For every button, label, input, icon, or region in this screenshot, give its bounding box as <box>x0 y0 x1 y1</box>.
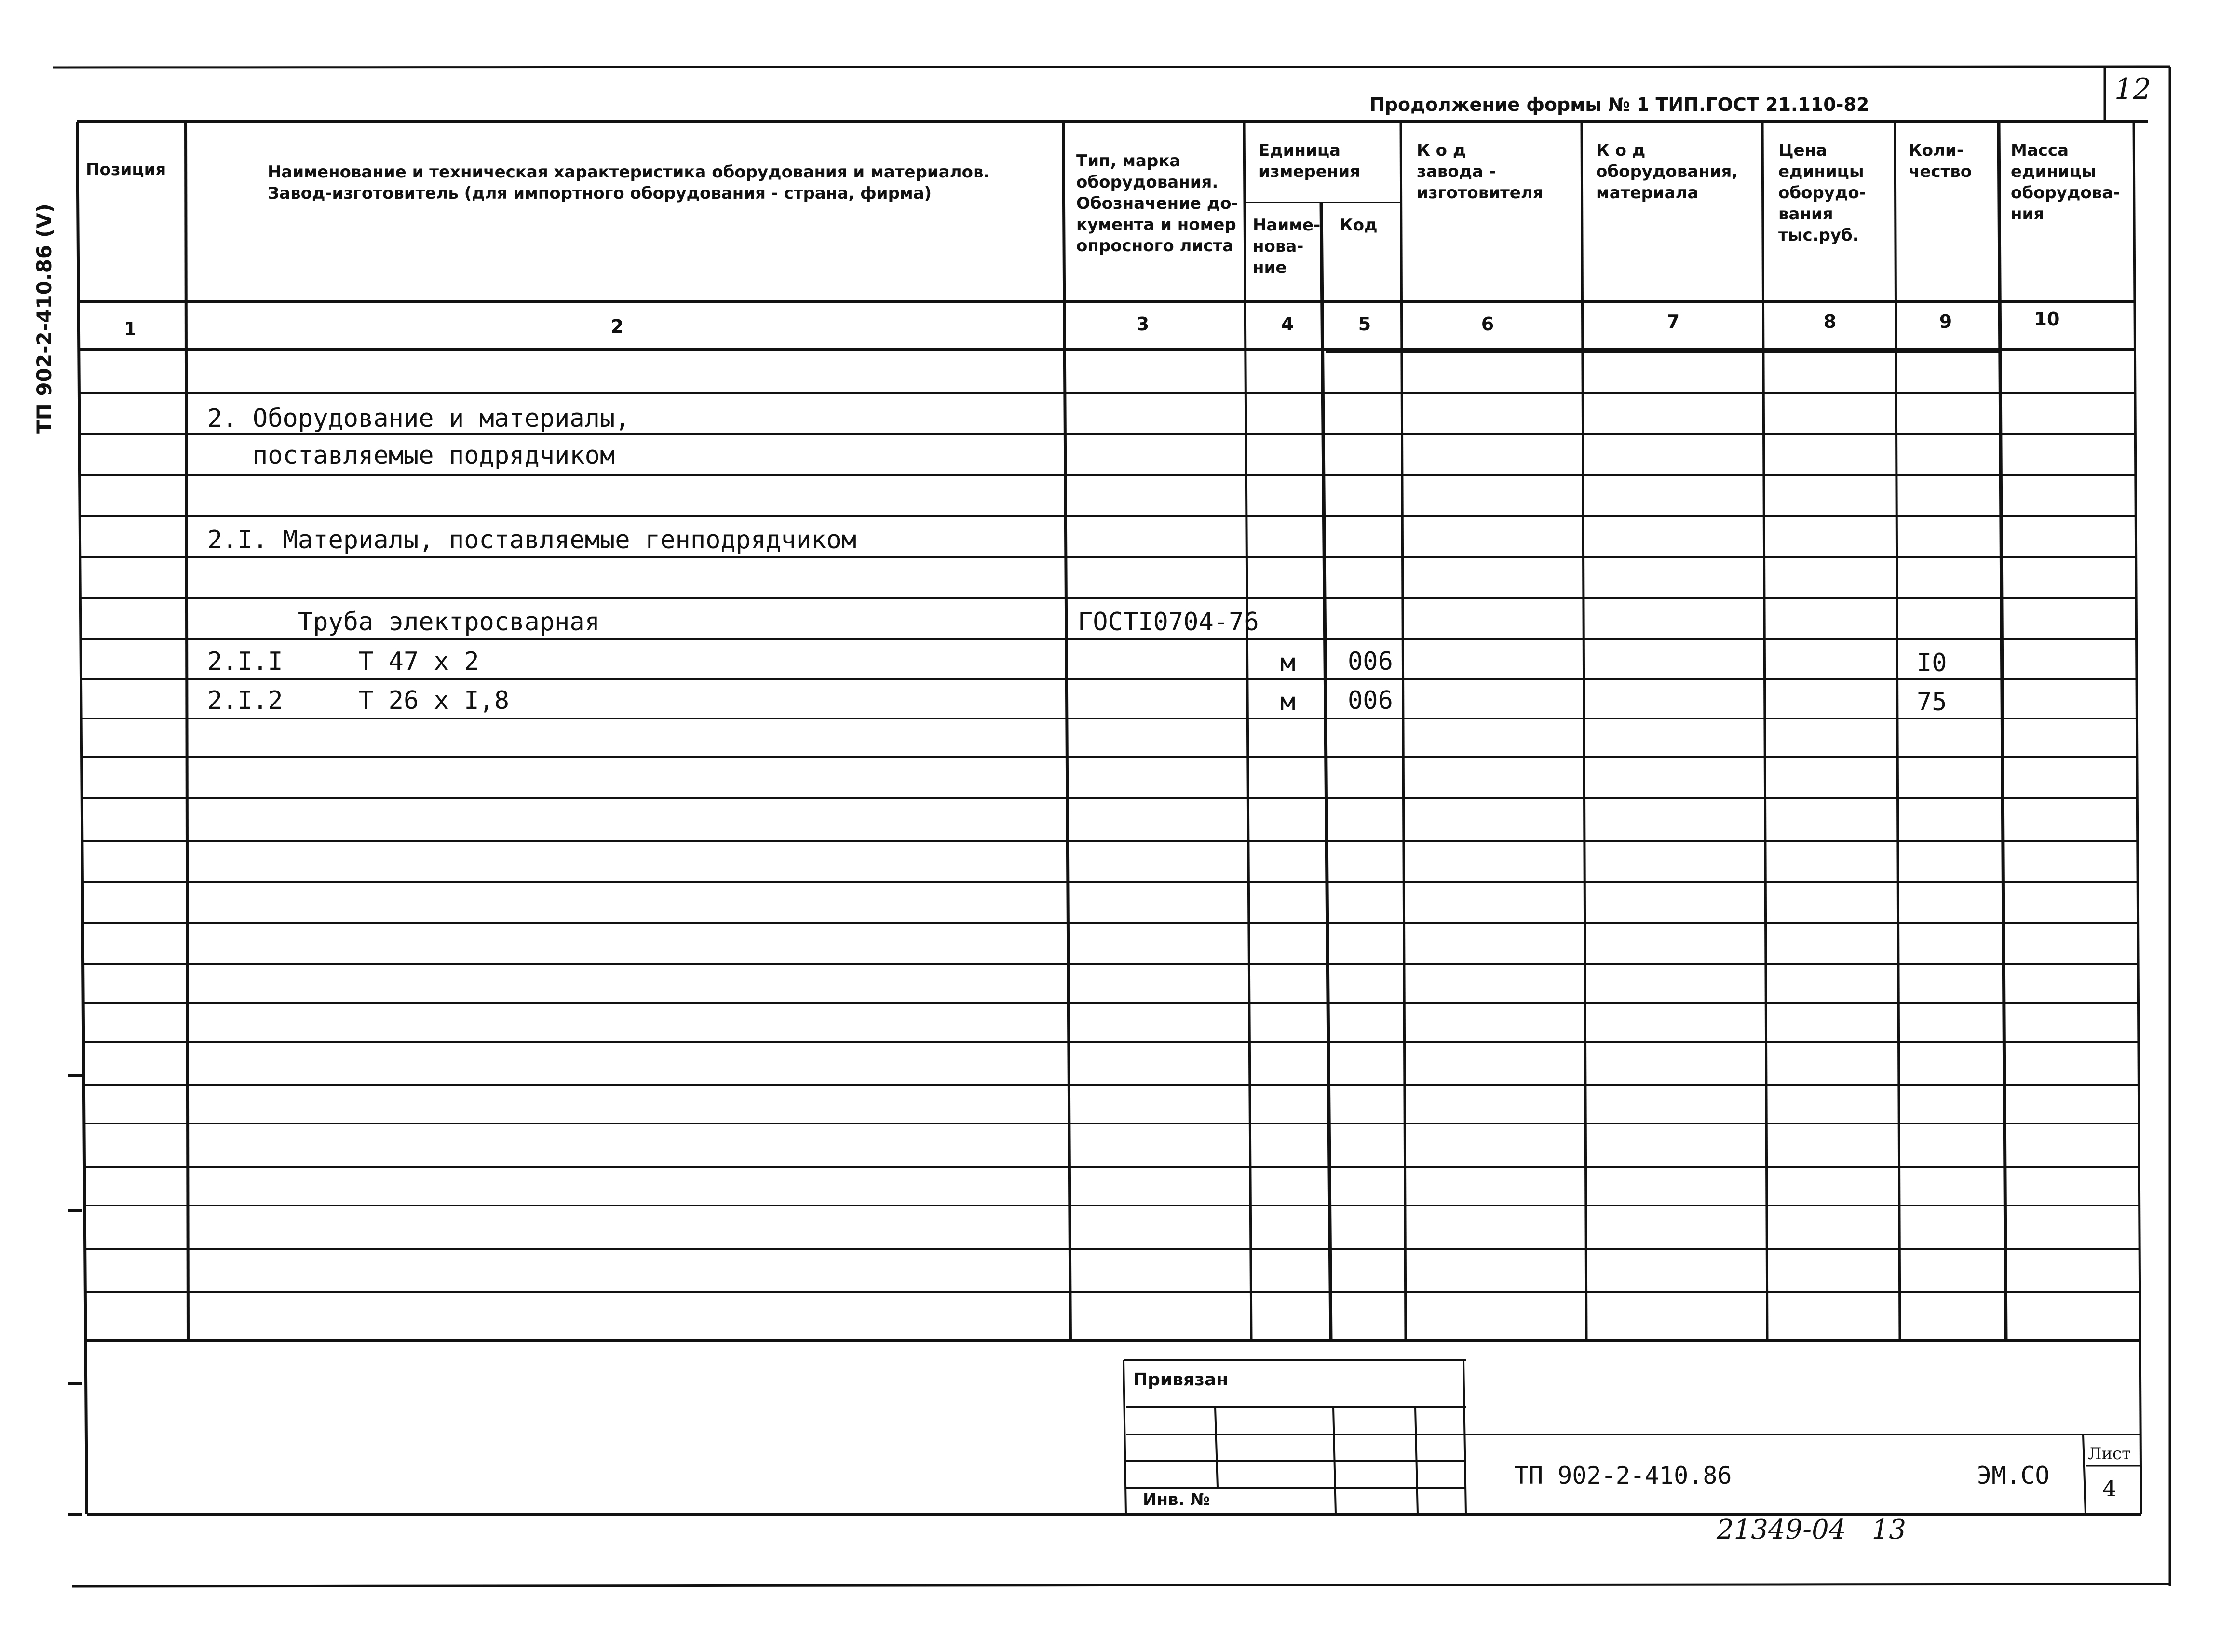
header-position: Позиция <box>86 160 166 179</box>
table-row-quantity: 75 <box>1917 688 1947 717</box>
form-caption: Продолжение формы № 1 ТИП.ГОСТ 21.110-82 <box>1369 94 1869 115</box>
header-price: Цена единицы оборудо- вания тыс.руб. <box>1778 141 1866 245</box>
header-factory-code: К о д завода - изготовителя <box>1417 141 1544 203</box>
column-number: 4 <box>1281 313 1294 335</box>
table-row-name: 2.I.2 Т 26 х I,8 <box>207 686 510 715</box>
sheet-label: Лист <box>2088 1444 2131 1463</box>
table-row-code: 006 <box>1348 686 1393 715</box>
document-code: ТП 902-2-410.86 <box>1514 1462 1732 1490</box>
table-row-code: 006 <box>1348 647 1393 676</box>
table-row-unit: м <box>1280 688 1296 717</box>
bound-label: Привязан <box>1133 1370 1229 1390</box>
header-unit-code: Код <box>1340 216 1378 235</box>
sheet-corner-number: 12 <box>2114 72 2152 106</box>
column-number: 10 <box>2034 309 2060 330</box>
sheet-number: 4 <box>2102 1476 2117 1502</box>
header-unit-name: Наиме- нова- ние <box>1253 216 1321 277</box>
column-number: 5 <box>1358 313 1371 335</box>
side-stamp: ТП 902-2-410.86 (V) <box>32 203 56 434</box>
table-row-type: ГОСТI0704-76 <box>1078 608 1259 636</box>
table-row-name: поставляемые подрядчиком <box>207 441 615 470</box>
footer-number: 21349-04 13 <box>1717 1514 1906 1545</box>
column-number: 6 <box>1481 313 1494 335</box>
header-equipment-code: К о д оборудования, материала <box>1596 141 1738 203</box>
table-row-name: 2.I. Материалы, поставляемые генподрядчиком <box>207 526 857 555</box>
table-row-unit: м <box>1280 649 1296 677</box>
column-number: 7 <box>1666 311 1680 332</box>
table-row-name: 2.I.I Т 47 х 2 <box>207 647 479 676</box>
column-number: 1 <box>123 318 137 339</box>
inventory-label: Инв. № <box>1143 1490 1210 1509</box>
header-quantity: Коли- чество <box>1909 141 1972 181</box>
column-number: 9 <box>1939 311 1952 332</box>
table-row-quantity: I0 <box>1917 649 1947 677</box>
table-row-name: 2. Оборудование и материалы, <box>207 404 630 433</box>
header-type: Тип, марка оборудования. Обозначение до- кумента и номер опросного листа <box>1076 151 1238 256</box>
document-suffix: ЭМ.СО <box>1977 1462 2050 1490</box>
column-number: 8 <box>1823 311 1837 332</box>
header-name: Наименование и техническая характеристика оборудования и материалов. Завод-изготовитель (для импортного оборудования - страна, фирма) <box>268 162 990 203</box>
column-number: 2 <box>610 316 624 337</box>
column-number: 3 <box>1136 313 1150 335</box>
table-row-name: Труба электросварная <box>207 608 600 636</box>
header-unit-group: Единица измерения <box>1259 141 1360 181</box>
header-mass: Масса единицы оборудова- ния <box>2011 141 2120 224</box>
